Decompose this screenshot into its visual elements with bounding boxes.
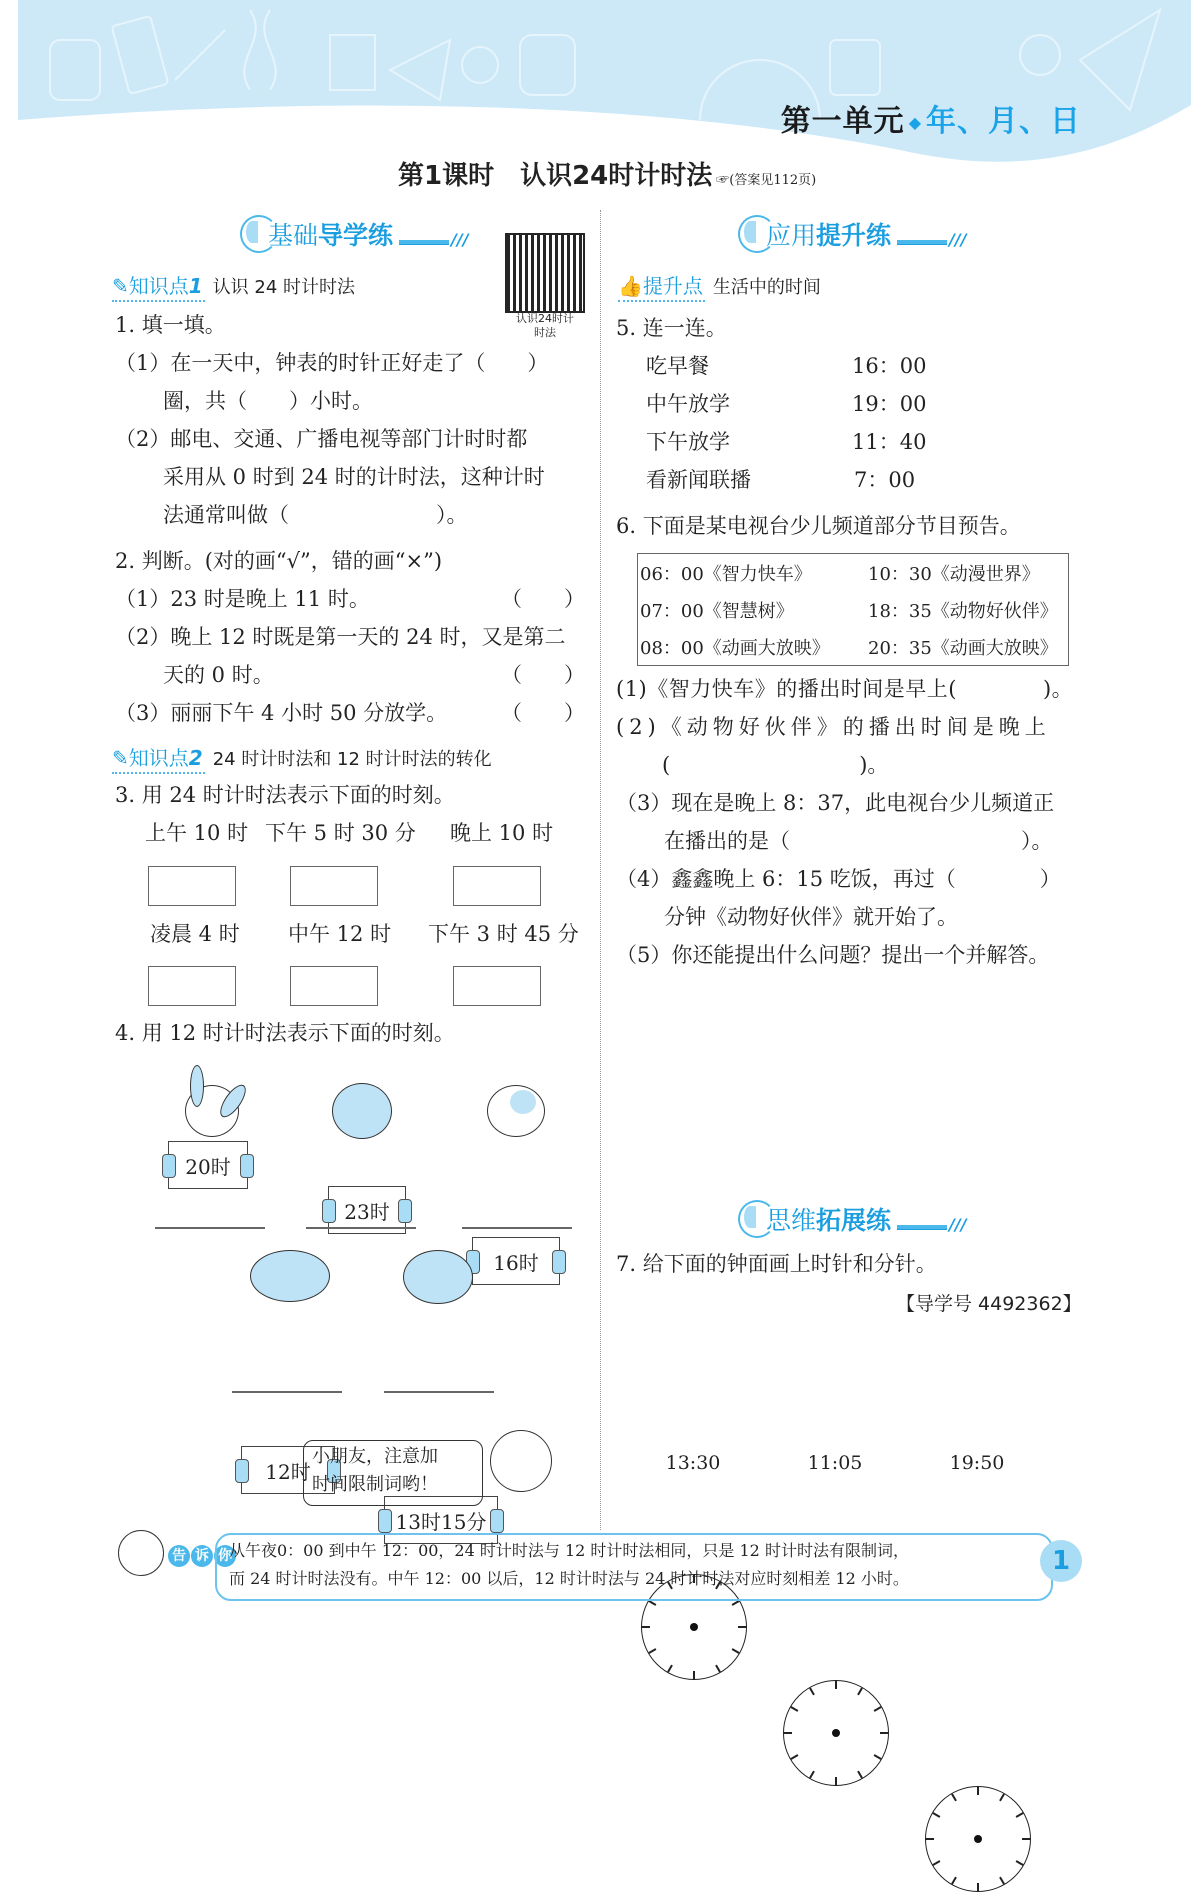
section-banner-extend	[738, 1197, 967, 1241]
q5-time[interactable]: 7：00	[854, 468, 916, 492]
section-banner-apply	[738, 212, 967, 256]
q6-title: 6. 下面是某电视台少儿频道部分节目预告。	[616, 514, 1021, 538]
clock-center-dot	[974, 1835, 982, 1843]
banner-text-1: 应用	[766, 221, 817, 250]
improvement-point-title: 生活中的时间	[712, 277, 821, 298]
answer-paren[interactable]: （ ）	[501, 701, 585, 725]
banner-slash-icon: ///	[451, 229, 469, 249]
q6-sub2-cont: ( )。	[662, 753, 889, 777]
banner-text-1: 基础	[268, 221, 319, 250]
answer-box[interactable]	[453, 866, 541, 906]
bubble-line2: 时间限制词哟！	[312, 1474, 438, 1495]
kp-tag-num: 1	[188, 274, 203, 298]
clock-face[interactable]	[925, 1786, 1031, 1892]
answer-box[interactable]	[290, 966, 378, 1006]
q5-time[interactable]: 11：40	[852, 430, 927, 454]
hand-icon	[162, 1154, 176, 1178]
lesson-title	[398, 155, 816, 192]
q6-sub1: (1)《智力快车》的播出时间是早上( )。	[616, 677, 1074, 701]
banner-text-1: 思维	[766, 1206, 817, 1235]
q2-sub3-text: （3）丽丽下午 4 小时 50 分放学。	[115, 701, 448, 725]
time-card-label: 13时15分	[395, 1509, 487, 1534]
q2-sub2-text: 天的 0 时。	[163, 663, 274, 687]
study-guide-number: 【导学号 4492362】	[896, 1293, 1082, 1315]
clock-time-label: 11:05	[807, 1452, 863, 1474]
q6-sub4: （4）鑫鑫晚上 6：15 吃饭，再过（ ）	[616, 867, 1061, 891]
moon-icon	[738, 215, 776, 253]
qr-label-line2: 时法	[534, 326, 556, 339]
thumbs-up-icon: 👍	[618, 274, 643, 298]
q2-sub3	[115, 694, 595, 732]
q6-sub3: （3）现在是晚上 8：37，此电视台少儿频道正	[616, 791, 1055, 815]
hand-icon	[240, 1154, 254, 1178]
q5-activities	[646, 347, 786, 499]
hand-icon	[322, 1199, 336, 1223]
diamond-icon: ◆	[908, 113, 922, 132]
knowledge-point-title: 认识 24 时计时法	[212, 277, 356, 298]
clock-face[interactable]	[783, 1680, 889, 1786]
banner-text-2: 拓展练	[816, 1206, 892, 1235]
hand-icon	[378, 1509, 392, 1533]
answer-box[interactable]	[148, 966, 236, 1006]
hand-icon	[490, 1509, 504, 1533]
banner-slash-icon: ///	[949, 1214, 967, 1234]
speech-bubble	[303, 1440, 483, 1506]
schedule-row	[638, 554, 1068, 591]
column-divider	[600, 210, 601, 1530]
q2-sub2-cont	[115, 656, 595, 694]
pencil-icon: ✎	[112, 274, 129, 298]
answer-line[interactable]	[155, 1227, 265, 1229]
answer-line[interactable]	[232, 1391, 342, 1393]
answer-box[interactable]	[290, 866, 378, 906]
schedule-cell: 07：00《智慧树》	[640, 600, 794, 622]
footer-mascot-illustration	[118, 1530, 164, 1576]
q2-sub1-text: （1）23 时是晚上 11 时。	[115, 587, 370, 611]
hand-icon	[552, 1250, 566, 1274]
q1-sub2: （2）邮电、交通、广播电视等部门计时时都	[115, 427, 528, 451]
monkey-illustration	[332, 1083, 392, 1139]
q7-title: 7. 给下面的钟面画上时针和分针。	[616, 1252, 937, 1276]
q5-activity[interactable]: 下午放学	[646, 430, 730, 454]
q6-sub2: (2)《动物好伙伴》的播出时间是晚上	[616, 715, 1051, 739]
q1-sub2-cont: 采用从 0 时到 24 时的计时法，这种计时	[163, 465, 545, 489]
tip-label-char: 你	[214, 1545, 236, 1567]
schedule-cell: 20：35《动画大放映》	[868, 637, 1058, 659]
time-card-label: 23时	[344, 1199, 390, 1224]
banner-underline	[399, 240, 449, 245]
knowledge-point-1	[112, 270, 355, 302]
schedule-cell: 06：00《智力快车》	[640, 563, 812, 585]
banner-underline	[897, 240, 947, 245]
time-card-label: 12时	[265, 1459, 311, 1484]
q3-item-label: 上午 10 时	[145, 821, 249, 845]
q5-title: 5. 连一连。	[616, 316, 727, 340]
q6-sub5: （5）你还能提出什么问题？提出一个并解答。	[616, 943, 1050, 967]
q1-sub1-cont: 圈，共（ ）小时。	[163, 389, 373, 413]
dog-patch	[510, 1090, 536, 1114]
answer-box[interactable]	[453, 966, 541, 1006]
q5-activity[interactable]: 中午放学	[646, 392, 730, 416]
answer-box[interactable]	[148, 866, 236, 906]
q5-time[interactable]: 19：00	[852, 392, 927, 416]
unit-prefix: 第一单元	[780, 104, 905, 139]
unit-title	[781, 96, 1081, 140]
time-card	[472, 1237, 560, 1285]
q3-item-label: 下午 3 时 45 分	[428, 922, 579, 946]
program-schedule-table	[637, 553, 1069, 666]
moon-icon	[738, 1200, 776, 1238]
schedule-cell: 08：00《动画大放映》	[640, 637, 830, 659]
answer-line[interactable]	[306, 1227, 416, 1229]
q2-sub2: （2）晚上 12 时既是第一天的 24 时，又是第二	[115, 625, 566, 649]
unit-topic: 年、月、日	[926, 104, 1081, 139]
section-banner-basic	[240, 212, 469, 256]
q6-sub3-cont: 在播出的是（ ）。	[664, 829, 1053, 853]
banner-slash-icon: ///	[949, 229, 967, 249]
bubble-line1: 小朋友，注意加	[312, 1446, 438, 1467]
q3-item-label: 晚上 10 时	[450, 821, 554, 845]
tip-line2: 而 24 时计时法没有。中午 12：00 以后，12 时计时法与 24 时计时法对应时刻相差 12 小时。	[229, 1569, 909, 1588]
tip-line1: 从午夜0：00 到中午 12：00，24 时计时法与 12 时计时法相同，只是 12 时计时法有限制词，	[229, 1541, 909, 1560]
rabbit-ear	[190, 1065, 204, 1107]
q5-activity[interactable]: 看新闻联播	[646, 468, 751, 492]
schedule-row	[638, 628, 1068, 665]
schedule-cell: 10：30《动漫世界》	[868, 563, 1040, 585]
q6-subquestions	[616, 670, 1086, 974]
kp-tag-text: 知识点	[128, 746, 189, 770]
frog-illustration	[403, 1250, 473, 1304]
hand-icon	[235, 1459, 249, 1483]
q4-title: 4. 用 12 时计时法表示下面的时刻。	[115, 1021, 455, 1045]
knowledge-point-2	[112, 742, 492, 774]
q5-activity[interactable]: 吃早餐	[646, 354, 709, 378]
answer-line[interactable]	[384, 1391, 494, 1393]
knowledge-point-tag	[112, 270, 205, 302]
q3-item-label: 凌晨 4 时	[150, 922, 240, 946]
page-number: 1	[1040, 1540, 1082, 1582]
time-card-label: 20时	[185, 1154, 231, 1179]
q2-sub1	[115, 580, 595, 618]
mascot-illustration	[490, 1430, 552, 1492]
knowledge-point-title: 24 时计时法和 12 时计时法的转化	[212, 749, 492, 770]
clock-center-dot	[832, 1729, 840, 1737]
answer-paren[interactable]: （ ）	[501, 663, 585, 687]
kp-tag-text: 提升点	[642, 274, 703, 298]
time-card	[168, 1141, 248, 1189]
kp-tag-num: 2	[188, 746, 203, 770]
tip-label-char: 告	[168, 1545, 190, 1567]
knowledge-point-tag	[112, 742, 205, 774]
clock-center-dot	[690, 1623, 698, 1631]
qr-code-image[interactable]	[505, 233, 585, 313]
q1-sub1: （1）在一天中，钟表的时针正好走了（ ）	[115, 351, 549, 375]
kp-tag-text: 知识点	[128, 274, 189, 298]
time-card-label: 16时	[493, 1250, 539, 1275]
schedule-cell: 18：35《动物好伙伴》	[868, 600, 1058, 622]
tip-box	[215, 1533, 1053, 1601]
hand-icon	[398, 1199, 412, 1223]
q2-title: 2. 判断。(对的画“√”，错的画“×”)	[115, 549, 443, 573]
lesson-title-text: 第1课时 认识24时计时法	[398, 161, 713, 191]
q3-title: 3. 用 24 时计时法表示下面的时刻。	[115, 783, 455, 807]
improvement-point-tag	[618, 270, 705, 302]
q3-item-label: 下午 5 时 30 分	[265, 821, 416, 845]
banner-underline	[897, 1225, 947, 1230]
tip-label-char: 诉	[191, 1545, 213, 1567]
banner-text-2: 导学练	[318, 221, 394, 250]
clock-time-label: 19:50	[949, 1452, 1005, 1474]
pencil-icon: ✎	[112, 746, 129, 770]
q1-title: 1. 填一填。	[115, 313, 226, 337]
q3-item-label: 中午 12 时	[288, 922, 392, 946]
question-1	[115, 306, 595, 534]
q5-times	[852, 347, 972, 499]
improvement-point	[618, 270, 821, 302]
q6-sub4-cont: 分钟《动物好伙伴》就开始了。	[664, 905, 958, 929]
q5-time[interactable]: 16：00	[852, 354, 927, 378]
q1-sub2-cont2: 法通常叫做（ ）。	[163, 503, 468, 527]
answer-line[interactable]	[462, 1227, 572, 1229]
moon-icon	[240, 215, 278, 253]
elephant-illustration	[250, 1250, 330, 1302]
banner-text-2: 提升练	[816, 221, 892, 250]
schedule-row	[638, 591, 1068, 628]
clock-time-label: 13:30	[665, 1452, 721, 1474]
question-2	[115, 542, 595, 732]
answer-reference: ☞(答案见112页)	[716, 173, 817, 188]
answer-paren[interactable]: （ ）	[501, 587, 585, 611]
qr-label-line1: 认识24时计	[516, 312, 574, 325]
